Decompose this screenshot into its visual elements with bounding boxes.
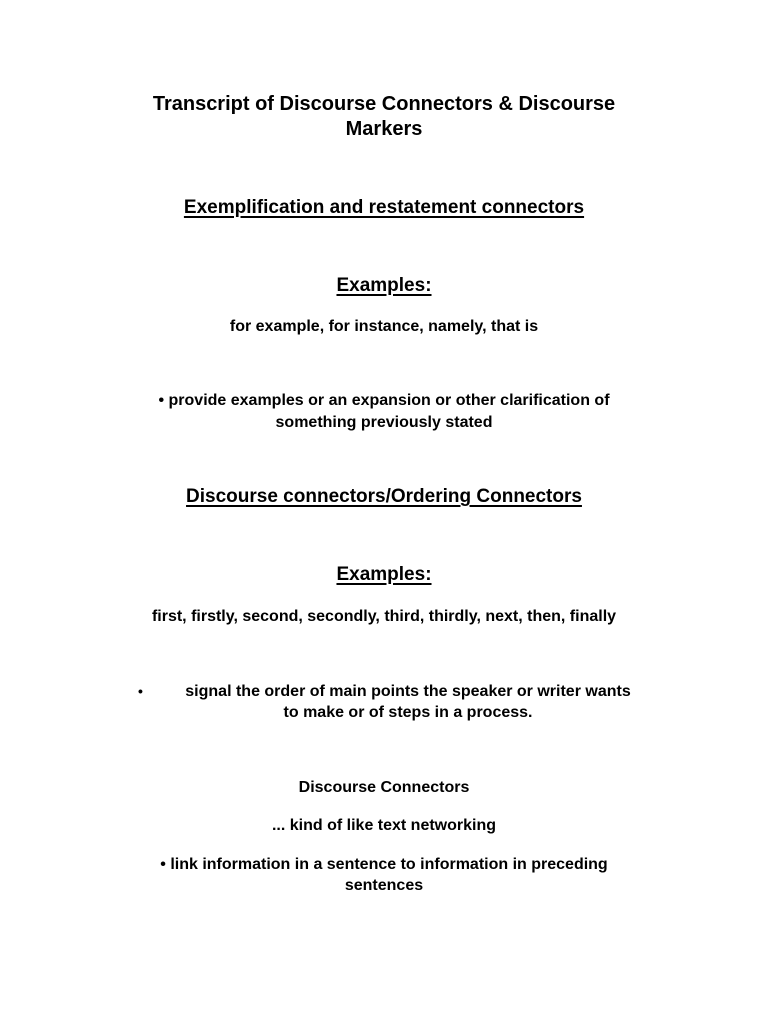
bullet-point-1-line-2: something previously stated <box>275 414 493 431</box>
section-heading-exemplification: Exemplification and restatement connectors <box>183 197 585 218</box>
bullet-point-3-line-1: • link information in a sentence to information in preceding <box>160 856 608 873</box>
examples-list-2: first, firstly, second, secondly, third, thirdly, next, then, finally <box>151 608 617 625</box>
bullet-point-2-line-2: to make or of steps in a process. <box>283 704 533 721</box>
section-subtitle: ... kind of like text networking <box>271 817 497 834</box>
bullet-marker-2: • <box>138 683 143 699</box>
document-title-line-1: Transcript of Discourse Connectors & Discourse <box>152 93 616 115</box>
section-heading-ordering: Discourse connectors/Ordering Connectors <box>186 486 582 507</box>
examples-label-1: Examples: <box>336 275 432 296</box>
bullet-point-1-line-1: • provide examples or an expansion or other clarification of <box>158 392 610 409</box>
examples-list-1: for example, for instance, namely, that is <box>229 318 539 335</box>
examples-label-2: Examples: <box>336 564 432 585</box>
document-title-line-2: Markers <box>345 118 423 140</box>
section-heading-discourse-connectors: Discourse Connectors <box>298 779 470 796</box>
bullet-point-2-line-1: signal the order of main points the speaker or writer wants <box>185 683 631 700</box>
bullet-point-3-line-2: sentences <box>344 877 424 894</box>
